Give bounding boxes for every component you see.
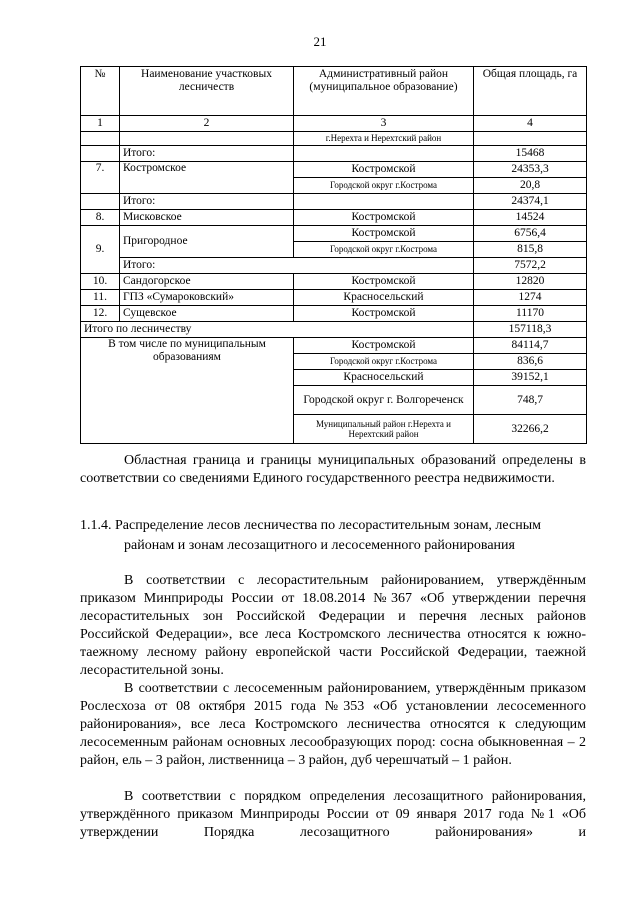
table-row [81, 132, 587, 146]
area-cell: 12820 [474, 274, 587, 290]
table-row [81, 290, 587, 306]
paragraph-forest-zoning: В соответствии с лесорастительным районированием, утверждённым приказом Минприроды России от 18.08.2014 №367 «Об утверждении перечня лесорастительных зон Российской Федерации и перечня лесных районов Российской Федерации», все леса Костромского лесничества относятся к южно-таежному лесному району европейской части Российской Федерации, таежной лесорастительной зоны. [80, 573, 586, 678]
forestry-area-table [80, 66, 587, 444]
table-row [81, 226, 587, 242]
subtotal-label: Итого: [120, 146, 294, 162]
area-cell: 748,7 [474, 386, 587, 415]
area-cell: 20,8 [474, 178, 587, 194]
table-row [81, 210, 587, 226]
district-cell: Костромской [294, 306, 474, 322]
area-cell: 11170 [474, 306, 587, 322]
district-cell: Красносельский [294, 370, 474, 386]
area-cell: 157118,3 [474, 322, 587, 338]
row-number-cell: 11. [81, 290, 120, 306]
forestry-name-cell: Костромское [120, 162, 294, 194]
area-cell: 6756,4 [474, 226, 587, 242]
paragraph-borders: Областная граница и границы муниципальных образований определены в соответствии со сведениями Единого государственного реестра недвижимости. [80, 453, 586, 486]
area-cell: 815,8 [474, 242, 587, 258]
area-cell: 7572,2 [474, 258, 587, 274]
district-cell: Городской округ г.Кострома [294, 178, 474, 194]
district-cell: г.Нерехта и Нерехтский район [294, 132, 474, 146]
row-number-cell: 9. [81, 226, 120, 274]
table-row [81, 322, 587, 338]
header-total-area: Общая площадь, га [474, 67, 587, 116]
table-row [81, 338, 587, 354]
municipal-breakdown-label: В том числе по муниципальным образованиям [81, 338, 294, 444]
area-cell: 836,6 [474, 354, 587, 370]
forestry-name-cell: Сандогорское [120, 274, 294, 290]
table-row [81, 274, 587, 290]
table-row [81, 306, 587, 322]
col-number-4: 4 [474, 116, 587, 132]
district-cell: Красносельский [294, 290, 474, 306]
header-number: № [81, 67, 120, 116]
district-cell: Костромской [294, 338, 474, 354]
table-cell [81, 146, 120, 162]
table-row [81, 162, 587, 178]
table-cell [81, 132, 120, 146]
district-cell: Муниципальный район г.Нерехта и Нерехтский район [294, 415, 474, 444]
district-cell: Городской округ г.Кострома [294, 242, 474, 258]
table-cell [120, 132, 294, 146]
table-row [81, 258, 587, 274]
subtotal-label: Итого: [120, 258, 474, 274]
forestry-name-cell: Пригородное [120, 226, 294, 258]
header-admin-district: Административный район (муниципальное образование) [294, 67, 474, 116]
district-cell: Городской округ г. Волгореченск [294, 386, 474, 415]
area-cell: 1274 [474, 290, 587, 306]
table-cell [294, 146, 474, 162]
row-number-cell: 10. [81, 274, 120, 290]
col-number-1: 1 [81, 116, 120, 132]
paragraph-seed-zoning: В соответствии с лесосеменным районированием, утверждённым приказом Рослесхоза от 08 октября 2015 года №353 «Об установлении лесосеменного районирования», все леса Костромского лесничества относятся к следующим лесосеменным районам основных лесообразующих пород: сосна обыкновенная – 2 район, ель – 3 район, лиственница – 3 район, дуб черешчатый – 1 район. [80, 681, 586, 768]
area-cell: 14524 [474, 210, 587, 226]
col-number-2: 2 [120, 116, 294, 132]
subtotal-label: Итого: [120, 194, 294, 210]
area-cell: 84114,7 [474, 338, 587, 354]
col-number-3: 3 [294, 116, 474, 132]
area-cell: 39152,1 [474, 370, 587, 386]
table-row [81, 194, 587, 210]
forestry-name-cell: Сущевское [120, 306, 294, 322]
district-cell: Городской округ г.Кострома [294, 354, 474, 370]
total-label: Итого по лесничеству [81, 322, 474, 338]
district-cell: Костромской [294, 274, 474, 290]
table-row [81, 146, 587, 162]
area-cell: 15468 [474, 146, 587, 162]
forestry-name-cell: ГПЗ «Сумароковский» [120, 290, 294, 306]
area-cell: 24353,3 [474, 162, 587, 178]
page-number: 21 [313, 34, 327, 49]
area-cell: 32266,2 [474, 415, 587, 444]
paragraph-protection-zoning: В соответствии с порядком определения лесозащитного районирования, утверждённого приказом Минприроды России от 09 января 2017 года №1 «Об утверждении Порядка лесозащитного районирования» и [80, 789, 586, 840]
column-numbers-row [81, 116, 587, 132]
table-header-row [81, 67, 587, 116]
table-cell [81, 194, 120, 210]
row-number-cell: 7. [81, 162, 120, 194]
forestry-name-cell: Мисковское [120, 210, 294, 226]
row-number-cell: 8. [81, 210, 120, 226]
header-forestry-name: Наименование участковых лесничеств [120, 67, 294, 116]
section-heading: 1.1.4. Распределение лесов лесничества по лесорастительным зонам, лесным районам и зонам лесозащитного и лесосеменного районирования [80, 518, 541, 553]
table-cell [474, 132, 587, 146]
row-number-cell: 12. [81, 306, 120, 322]
district-cell: Костромской [294, 226, 474, 242]
area-cell: 24374,1 [474, 194, 587, 210]
district-cell: Костромской [294, 162, 474, 178]
table-cell [294, 194, 474, 210]
district-cell: Костромской [294, 210, 474, 226]
